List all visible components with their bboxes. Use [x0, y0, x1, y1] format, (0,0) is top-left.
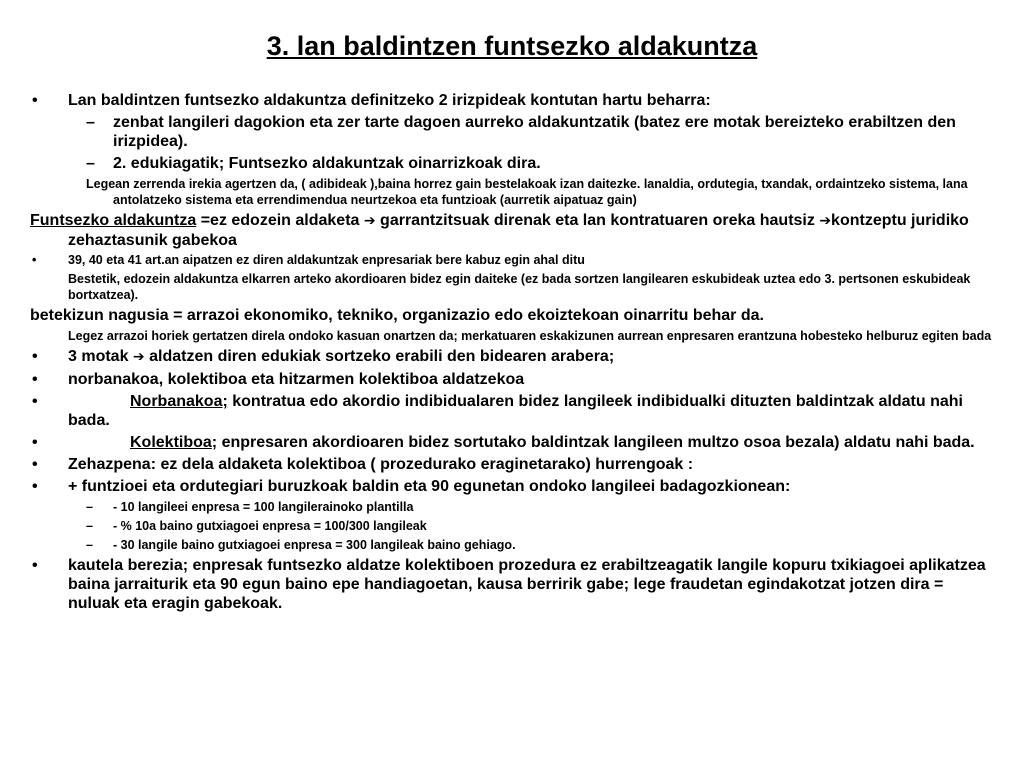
- bullet-text: ; enpresaren akordioaren bidez sortutako baldintzak langileen multzo osoa bezala) aldatu nahi bada.: [211, 434, 975, 451]
- bullet-text: kontratua edo akordio indibidualaren bidez langileek indibidualki dituzten baldintzak aldatu nahi bada.: [68, 393, 963, 429]
- dash-icon: –: [86, 500, 93, 514]
- bullet-icon: •: [32, 557, 38, 574]
- paragraph: [30, 211, 995, 250]
- bullet-text: + funtzioei eta ordutegiari buruzkoak baldin eta 90 egunetan ondoko langileei badagozkionean:: [68, 478, 791, 495]
- paragraph-indented: Bestetik, edozein aldakuntza elkarren arteko akordioaren bidez egin daiteke (ez bada sortzen langilearen eskubideak uztea edo 3. pertsonen eskubideak bortxatzea).: [68, 272, 971, 302]
- dash-icon: –: [86, 155, 95, 172]
- bullet-text: kautela berezia; enpresak funtsezko aldatze kolektiboen prozedura ez erabiltzeagatik langile kopuru txikiagoei aplikatzea baina jarraiturik eta 90 egun baino epe handiagoetan, kausa berririk gabe; lege fraudetan egindakotzat jotzen dira = nuluak eta eragin gabekoak.: [68, 557, 986, 612]
- bullet-icon: •: [32, 478, 38, 495]
- bullet-text: 39, 40 eta 41 art.an aipatzen ez diren aldakuntzak enpresariak bere kabuz egin ahal ditu: [68, 253, 585, 267]
- bullet-icon: •: [32, 371, 38, 388]
- sub-bullet-text: 2. edukiagatik; Funtsezko aldakuntzak oinarrizkoak dira.: [113, 155, 541, 172]
- arrow-right-icon: ➔: [819, 213, 832, 229]
- arrow-right-icon: ➔: [132, 349, 145, 365]
- bullet-icon: •: [32, 348, 38, 365]
- bullet-text: Zehazpena: ez dela aldaketa kolektiboa ( prozedurako eraginetarako) hurrengoak :: [68, 456, 694, 473]
- paragraph-indented: Legez arrazoi horiek gertatzen direla ondoko kasuan onartzen da; merkatuaren eskakizunen aurrean enpresaren erantzuna hobesteko helburuz egiten bada: [68, 329, 992, 343]
- bullet-item: [30, 91, 995, 110]
- bullet-icon: •: [32, 253, 37, 267]
- sub-bullet-item: [30, 499, 995, 515]
- bullet-item: [30, 253, 995, 268]
- paragraph-text: =ez edozein aldaketa: [196, 212, 364, 229]
- bullet-text: aldatzen diren edukiak sortzeko erabili den bidearen arabera;: [144, 348, 615, 365]
- dash-icon: –: [86, 114, 95, 131]
- arrow-right-icon: ➔: [363, 213, 376, 229]
- dash-icon: –: [86, 519, 93, 533]
- bullet-item: [30, 370, 995, 389]
- bullet-icon: •: [32, 434, 38, 451]
- sub-bullet-text: - 10 langileei enpresa = 100 langilerainoko plantilla: [113, 500, 414, 514]
- bullet-item: [30, 556, 995, 613]
- bullet-text: Lan baldintzen funtsezko aldakuntza definitzeko 2 irizpideak kontutan hartu beharra:: [68, 92, 711, 109]
- sub-bullet-text: zenbat langileri dagokion eta zer tarte dagoen aurreko aldakuntzatik (batez ere motak bereizteko erabiltzen den irizpidea).: [113, 114, 956, 150]
- bullet-item: [30, 347, 995, 367]
- paragraph-text: garrantzitsuak direnak eta lan kontratuaren oreka hautsiz: [375, 212, 820, 229]
- note-text: Legean zerrenda irekia agertzen da, ( adibideak ),baina horrez gain bestelakoak izan daitezke. lanaldia, ordutegia, txandak, ordaintzeko sistema, lana antolatzeko sistema eta errendimendua neurtzekoa eta funtzioak (aurretik aipatuaz gain): [86, 177, 968, 207]
- bullet-text: norbanakoa, kolektiboa eta hitzarmen kolektiboa aldatzekoa: [68, 371, 525, 388]
- dash-icon: –: [86, 538, 93, 552]
- sub-bullet-item: [30, 113, 995, 151]
- sub-bullet-item: [30, 154, 995, 173]
- bullet-item: [30, 455, 995, 474]
- sub-bullet-text: - 30 langile baino gutxiagoei enpresa = 300 langileak baino gehiago.: [113, 538, 516, 552]
- slide-content: [30, 88, 995, 616]
- sub-bullet-text: - % 10a baino gutxiagoei enpresa = 100/300 langileak: [113, 519, 427, 533]
- bullet-icon: •: [32, 456, 38, 473]
- term-underlined: Funtsezko aldakuntza: [30, 212, 197, 229]
- sub-bullet-item: [30, 537, 995, 553]
- bullet-icon: •: [32, 92, 38, 109]
- bullet-item: [30, 392, 995, 430]
- paragraph-text: kontzeptu juridiko zehaztasunik gabekoa: [68, 212, 969, 249]
- bullet-text: 3 motak: [68, 348, 133, 365]
- bullet-item: [30, 477, 995, 496]
- paragraph: betekizun nagusia = arrazoi ekonomiko, tekniko, organizazio edo ekoiztekoan oinarritu behar da.: [30, 307, 764, 324]
- slide-title: 3. lan baldintzen funtsezko aldakuntza: [266, 31, 758, 61]
- sub-bullet-item: [30, 518, 995, 534]
- term-underlined: Kolektiboa: [130, 434, 212, 451]
- bullet-item: [30, 433, 995, 452]
- term-underlined: Norbanakoa;: [130, 393, 228, 410]
- bullet-icon: •: [32, 393, 38, 410]
